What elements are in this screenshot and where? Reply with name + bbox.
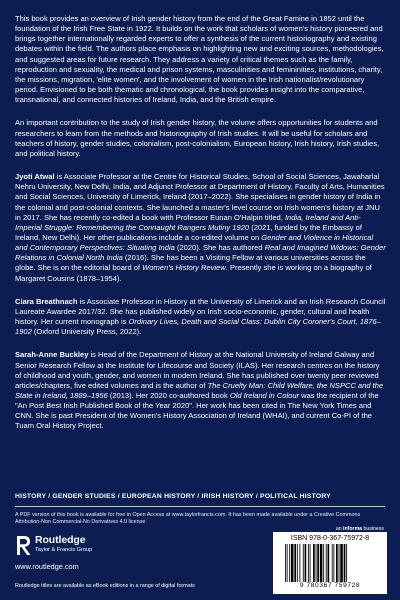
- ebook-note: Routledge titles are available as eBook editions in a range of digital formats: [15, 583, 195, 589]
- bio-sarah-anne-buckley: [15, 350, 387, 431]
- barcode-bar: [316, 544, 317, 582]
- isbn-label: ISBN 978-0-367-75972-8: [290, 535, 370, 542]
- book-title: India, Ireland and Anti-Imperial Struggle: Remembering the Connaught Rangers Mutiny 1920: [15, 212, 361, 232]
- barcode-bar: [310, 544, 311, 582]
- barcode-bar: [297, 544, 298, 582]
- bio-name: Jyoti Atwal: [15, 172, 55, 182]
- subject-categories: HISTORY / GENDER STUDIES / EUROPEAN HISTORY / IRISH HISTORY / POLITICAL HISTORY: [15, 493, 331, 500]
- book-title: Gender and Violence in Historical and Contemporary Perspectives: Situating India: [15, 232, 374, 253]
- bio-text: . Presently she is working on a biography of Margaret Cousins (1878–1954).: [15, 263, 372, 283]
- publisher-website[interactable]: www.routledge.com: [15, 562, 79, 571]
- routledge-logo: [15, 533, 155, 563]
- bio-text: is Associate Professor at the Centre for Historical Studies, School of Social Sciences, Jawaharlal Nehru University, New Delhi, India, and Adjunct Professor at Department of History, Faculty of Arts, Humanities and Social Sciences, University of Limerick, Ireland (2017–2022). She specialises in gender history of India in the colonial and post-colonial contexts. She launched a master's level course on Irish women's history at JNU in 2017. She has recently co-edited a book with Professor Eunan O'Halpin titled,: [15, 172, 385, 222]
- bio-jyoti-atwal: [15, 172, 387, 284]
- barcode-bar: [340, 544, 343, 582]
- barcode-bar: [289, 544, 290, 582]
- bio-text: (2013). Her 2020 co-authored book: [107, 391, 230, 400]
- book-title: Ordinary Lives, Death and Social Class: Dublin City Coroner's Court, 1876–1902: [15, 317, 381, 337]
- book-title: Old Ireland in Colour: [229, 391, 300, 400]
- publisher-name: Routledge: [35, 534, 86, 546]
- barcode-bar: [344, 544, 346, 582]
- barcode-bar: [287, 544, 288, 582]
- barcode-bar: [320, 544, 323, 582]
- barcode-bar: [308, 544, 309, 582]
- barcode: [285, 544, 375, 582]
- barcode-bar: [346, 544, 347, 582]
- barcode-box: [273, 532, 387, 594]
- bio-ciara-breathnach: [15, 297, 387, 338]
- barcode-bar: [313, 544, 315, 582]
- open-access-note: A PDF version of this book is available for free in Open Access at www.taylorfrancis.com. It has been made available under a Creative Commons Attribution-Non Commercial-No Derivatives 4.0 license: [15, 512, 361, 525]
- book-title: The Cruelty Man: Child Welfare, the NSPCC and the State in Ireland, 1889–1956: [15, 380, 384, 400]
- bio-text: was the recipient of the "An Post Best Irish Published Book of the Year 2020". Her work has been cited in The New York Times and CNN. She is past President of the Women's History Association of Ireland (WHAI), and current Co-PI of the Tuam Oral History Project.: [15, 391, 379, 431]
- barcode-bar: [303, 544, 304, 582]
- barcode-bar: [285, 544, 286, 582]
- barcode-bar: [317, 544, 319, 582]
- bio-text: is Head of the Department of History at the National University of Ireland Galway and Senior Research Fellow at the Institute for Lifecourse and Society (ILAS). Her research centres on the history of childhood and youth, gender, and women in modern Ireland. She has published over twenty peer reviewed articles/chapters, five edited volumes and is the author of: [15, 350, 380, 390]
- blurb-paragraph-2: An important contribution to the study of Irish gender history, the volume offers opportunities for students and researchers to learn from the methods and historiography of Irish studies. It will be useful for scholars and teachers of history, gender studies, colonialism, post-colonialism, European history, Irish history, Irish studies, and political history.: [15, 118, 380, 158]
- bio-text: (Oxford University Press, 2022).: [31, 327, 142, 337]
- barcode-bar: [339, 544, 340, 582]
- barcode-bar: [294, 544, 296, 582]
- barcode-bar: [336, 544, 338, 582]
- bio-name: Sarah-Anne Buckley: [15, 350, 89, 360]
- barcode-bar: [328, 544, 330, 582]
- bio-name: Ciara Breathnach: [15, 296, 78, 306]
- bio-text: (2016). She has been a Visiting Fellow at various universities across the globe. She is on the editorial board of: [15, 253, 366, 273]
- barcode-bar: [305, 544, 307, 582]
- bio-text: (2021, funded by the Embassy of Ireland, New Delhi). Her other publications include a co-edited volume on: [15, 222, 362, 242]
- barcode-bar: [332, 544, 333, 582]
- barcode-bar: [291, 544, 294, 582]
- barcode-bar: [323, 544, 324, 582]
- publisher-group: Taylor & Francis Group: [35, 547, 93, 553]
- informa-prefix: an: [335, 526, 344, 532]
- divider: [15, 506, 385, 507]
- bio-text: (2020). She has authored: [174, 243, 265, 253]
- barcode-number: 9 780367 759728: [299, 582, 361, 589]
- routledge-r-icon: [15, 534, 32, 556]
- book-title: Real and Imagined Widows: Gender Relations in Colonial North India: [15, 243, 386, 263]
- barcode-bar: [326, 544, 327, 582]
- blurb-paragraph-1: This book provides an overview of Irish gender history from the end of the Great Famine in 1852 until the foundation of the Irish Free State in 1922. It builds on the work that scholars of women's history pioneered and brings together internationally regarded experts to offer a synthesis of the current historiography and existing debates within the field. The authors place emphasis on highlighting new and exciting sources, methodologies, and suggested areas for future research. They address a variety of critical themes such as the family, reproduction and sexuality, the medical and prison systems, masculinities and femininities, institutions, charity, the missions, migration, 'elite women', and the involvement of women in the Irish nationalist/revolutionary period. Envisioned to be both thematic and chronological, the book provides insight into the comparative, transnational, and connected histories of Ireland, India, and the British empire.: [15, 14, 384, 105]
- barcode-bar: [299, 544, 300, 582]
- journal-title: Women's History Review: [142, 263, 226, 273]
- informa-suffix: business: [362, 526, 384, 532]
- informa-brand: informa: [343, 526, 363, 532]
- barcode-bar: [333, 544, 334, 582]
- cover-text: [15, 14, 387, 445]
- bio-text: is Associate Professor in History at the University of Limerick and an Irish Research Council Laureate Awardee 2017/32. She has published widely on Irish socio-economic, gender, cultural and health history. Her current monograph is: [15, 296, 386, 327]
